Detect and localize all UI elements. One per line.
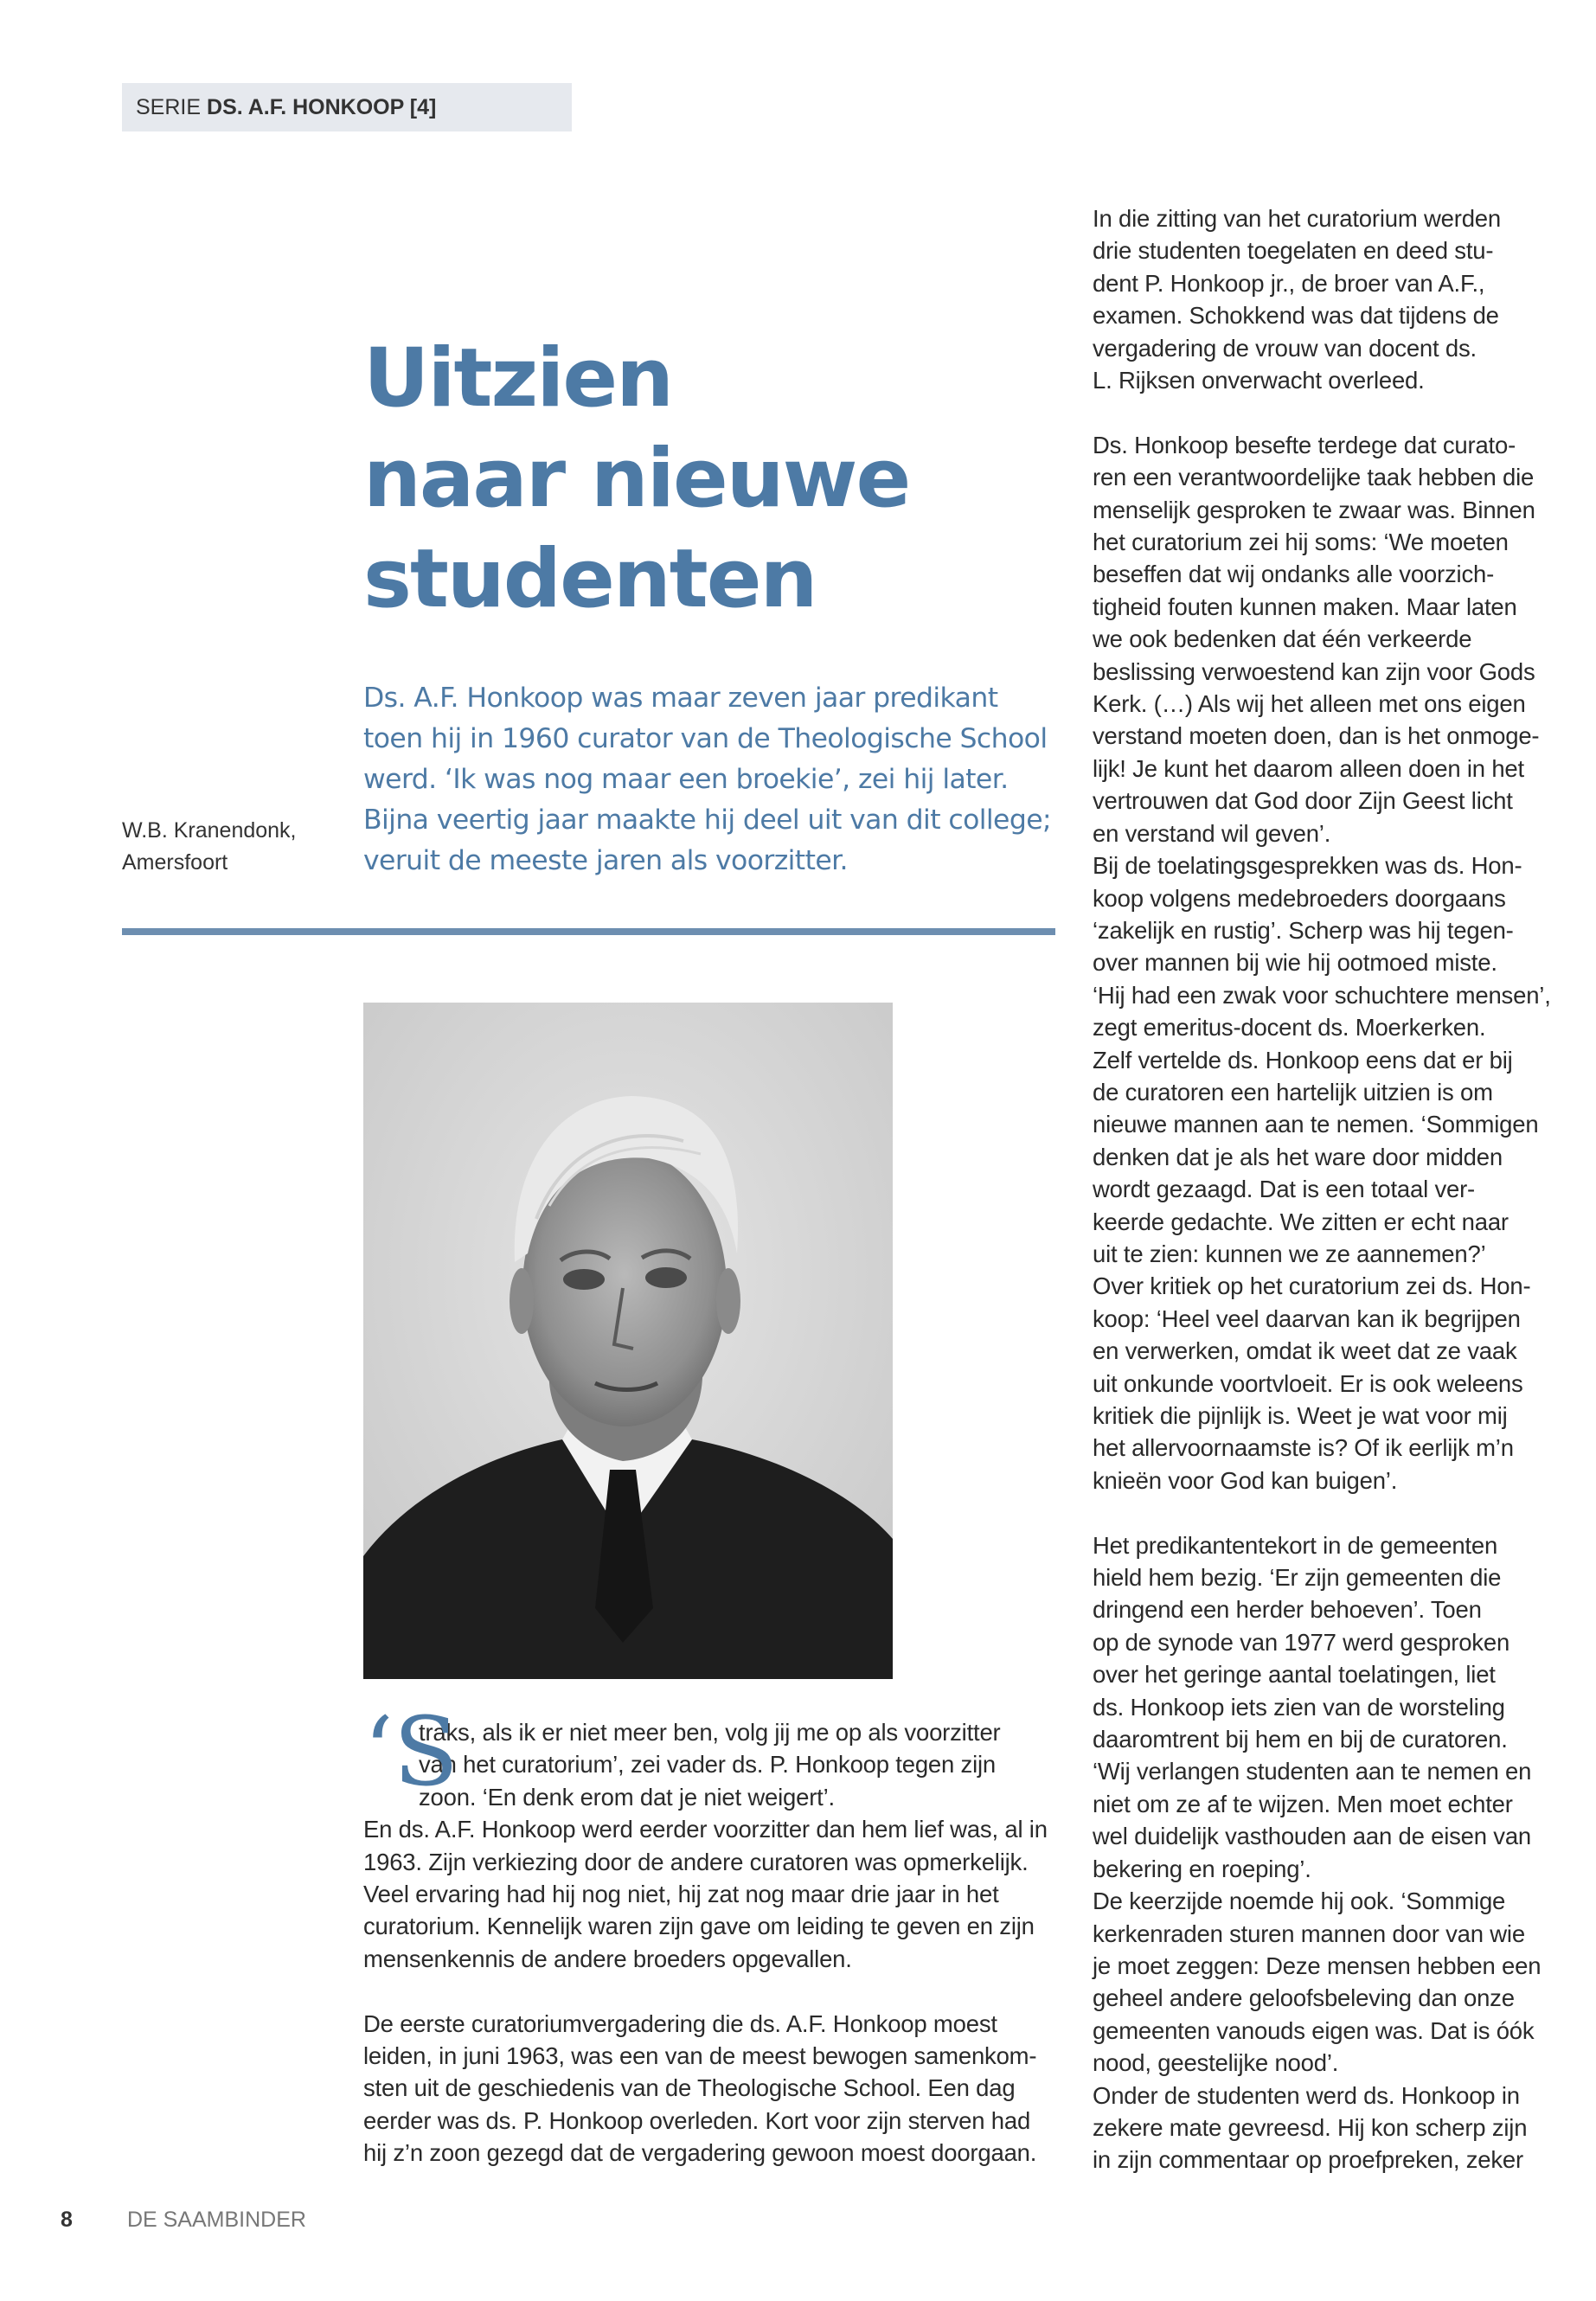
text-line: zegt emeritus-docent ds. Moerkerken. <box>1093 1014 1486 1042</box>
paragraph <box>1093 202 1560 396</box>
magazine-name: DE SAAMBINDER <box>126 2208 306 2232</box>
text-line: ‘zakelijk en rustig’. Scherp was hij tegen- <box>1093 916 1514 944</box>
text-line: denken dat je als het ware door midden <box>1093 1143 1503 1170</box>
text-line: Over kritiek op het curatorium zei ds. Hon- <box>1093 1272 1531 1300</box>
series-prefix: SERIE <box>136 94 202 119</box>
text-line: je moet zeggen: Deze mensen hebben een <box>1093 1952 1542 1979</box>
text-line: keerde gedachte. We zitten er echt naar <box>1093 1208 1509 1235</box>
text-line: koop volgens medebroeders doorgaans <box>1093 884 1506 912</box>
text-line: geheel andere geloofsbeleving dan onze <box>1093 1984 1515 2012</box>
portrait-photo <box>363 1003 893 1679</box>
text-line: drie studenten toegelaten en deed stu- <box>1093 237 1494 265</box>
text-line: we ook bedenken dat één verkeerde <box>1093 625 1472 653</box>
text-line: Veel ervaring had hij nog niet, hij zat nog maar drie jaar in het <box>363 1881 999 1908</box>
text-line: het allervoornaamste is? Of ik eerlijk m’n <box>1093 1434 1514 1462</box>
middle-column <box>363 1696 1055 2170</box>
text-line: leiden, in juni 1963, was een van de meest bewogen samenkom- <box>363 2042 1037 2070</box>
text-line: gemeenten vanouds eigen was. Dat is óók <box>1093 2016 1535 2044</box>
title-line: Uitzien <box>363 331 673 426</box>
text-line: verstand moeten doen, dan is het onmoge- <box>1093 722 1540 750</box>
text-line: L. Rijksen onverwacht overleed. <box>1093 367 1425 394</box>
text-line: kerkenraden sturen mannen door van wie <box>1093 1920 1525 1947</box>
text-line: hij z’n zoon gezegd dat de vergadering gewoon moest doorgaan. <box>363 2139 1037 2167</box>
text-line: 1963. Zijn verkiezing door de andere curatoren was opmerkelijk. <box>363 1848 1029 1875</box>
text-line: Zelf vertelde ds. Honkoop eens dat er bij <box>1093 1046 1513 1074</box>
text-line: dent P. Honkoop jr., de broer van A.F., <box>1093 269 1485 297</box>
portrait-illustration <box>363 1003 893 1679</box>
text-line: ‘Wij verlangen studenten aan te nemen en <box>1093 1758 1532 1785</box>
text-line: Bij de toelatingsgesprekken was ds. Hon- <box>1093 852 1522 880</box>
paragraph <box>363 2008 1055 2170</box>
text-line: De keerzijde noemde hij ook. ‘Sommige <box>1093 1888 1506 1915</box>
text-line: nieuwe mannen aan te nemen. ‘Sommigen <box>1093 1111 1539 1138</box>
text-line: hield hem bezig. ‘Er zijn gemeenten die <box>1093 1564 1502 1592</box>
text-line: Onder de studenten werd ds. Honkoop in <box>1093 2081 1520 2109</box>
text-line: De eerste curatoriumvergadering die ds. A.F. Honkoop moest <box>363 2009 997 2037</box>
paragraph <box>1093 429 1560 1497</box>
page-footer <box>61 2208 493 2233</box>
text-line: menselijk gesproken te zwaar was. Binnen <box>1093 496 1535 523</box>
series-title: DS. A.F. HONKOOP [4] <box>207 94 437 119</box>
title-line: studenten <box>363 532 817 626</box>
page-number: 8 <box>61 2208 73 2232</box>
text-line: En ds. A.F. Honkoop werd eerder voorzitter dan hem lief was, al in <box>363 1816 1048 1843</box>
text-line: mensenkennis de andere broeders opgevallen. <box>363 1945 852 1972</box>
text-line: niet om ze af te wijzen. Men moet echter <box>1093 1790 1513 1817</box>
text-line: zoon. ‘En denk erom dat je niet weigert’. <box>419 1783 835 1811</box>
text-line: Het predikantentekort in de gemeenten <box>1093 1531 1498 1559</box>
opening-paragraph <box>363 1696 1055 1975</box>
text-line: uit onkunde voortvloeit. Er is ook weleens <box>1093 1369 1523 1397</box>
text-line: in zijn commentaar op proefpreken, zeker <box>1093 2146 1523 2174</box>
right-column <box>1093 202 1560 2176</box>
paragraph <box>1093 1529 1560 2176</box>
text-line: uit te zien: kunnen we ze aannemen?’ <box>1093 1240 1486 1267</box>
text-line: examen. Schokkend was dat tijdens de <box>1093 302 1499 330</box>
text-line: en verstand wil geven’. <box>1093 819 1331 847</box>
text-line: knieën voor God kan buigen’. <box>1093 1466 1398 1494</box>
text-line: en verwerken, omdat ik weet dat ze vaak <box>1093 1337 1517 1365</box>
text-line: wel duidelijk vasthouden aan de eisen van <box>1093 1823 1532 1850</box>
title-line: naar nieuwe <box>363 432 910 526</box>
text-line: Ds. Honkoop besefte terdege dat curato- <box>1093 431 1516 458</box>
text-line: beseffen dat wij ondanks alle voorzich- <box>1093 561 1495 588</box>
text-line: wordt gezaagd. Dat is een totaal ver- <box>1093 1176 1476 1203</box>
author-location: Amersfoort <box>122 850 228 875</box>
byline <box>122 815 321 879</box>
text-line: koop: ‘Heel veel daarvan kan ik begrijpen <box>1093 1304 1521 1332</box>
text-line: beslissing verwoestend kan zijn voor Gods <box>1093 657 1535 685</box>
text-line: op de synode van 1977 werd gesproken <box>1093 1628 1510 1656</box>
author-name: W.B. Kranendonk, <box>122 818 297 843</box>
text-line: ren een verantwoordelijke taak hebben die <box>1093 464 1535 491</box>
text-line: over het geringe aantal toelatingen, liet <box>1093 1661 1496 1689</box>
text-line: de curatoren een hartelijk uitzien is om <box>1093 1078 1493 1106</box>
text-line: bekering en roeping’. <box>1093 1855 1311 1882</box>
text-line: ‘Hij had een zwak voor schuchtere mensen’, <box>1093 981 1551 1009</box>
text-line: van het curatorium’, zei vader ds. P. Honkoop tegen zijn <box>419 1751 997 1779</box>
text-line: het curatorium zei hij soms: ‘We moeten <box>1093 529 1509 556</box>
text-line: kritiek die pijnlijk is. Weet je wat voor mij <box>1093 1402 1508 1430</box>
text-line: tigheid fouten kunnen maken. Maar laten <box>1093 593 1517 620</box>
article-title <box>363 329 1055 630</box>
divider-rule <box>122 928 1055 935</box>
text-line: daaromtrent bij hem en bij de curatoren. <box>1093 1726 1508 1753</box>
text-line: zekere mate gevreesd. Hij kon scherp zijn <box>1093 2113 1528 2141</box>
dropcap: ‘S <box>363 1696 458 1807</box>
text-line: eerder was ds. P. Honkoop overleden. Kort voor zijn sterven had <box>363 2106 1031 2134</box>
text-line: vertrouwen dat God door Zijn Geest licht <box>1093 787 1513 815</box>
series-tab <box>122 83 572 131</box>
text-line: sten uit de geschiedenis van de Theologische School. Een dag <box>363 2074 1016 2102</box>
text-line: Kerk. (…) Als wij het alleen met ons eigen <box>1093 690 1526 718</box>
text-line: vergadering de vrouw van docent ds. <box>1093 334 1477 362</box>
intro-lead: Ds. A.F. Honkoop was maar zeven jaar predikant toen hij in 1960 curator van de Theologische School werd. ‘Ik was nog maar een broekie’, zei hij later. Bijna veertig jaar maakte hij deel uit van dit college; veruit de meeste jaren als voorzitter. <box>363 683 1052 876</box>
text-line: In die zitting van het curatorium werden <box>1093 205 1501 232</box>
text-line: dringend een herder behoeven’. Toen <box>1093 1596 1482 1624</box>
text-line: over mannen bij wie hij ootmoed miste. <box>1093 949 1497 977</box>
text-line: ds. Honkoop iets zien van de worsteling <box>1093 1693 1505 1721</box>
text-line: nood, geestelijke nood’. <box>1093 2049 1339 2077</box>
text-line: curatorium. Kennelijk waren zijn gave om leiding te geven en zijn <box>363 1913 1035 1940</box>
text-line: lijk! Je kunt het daarom alleen doen in het <box>1093 754 1524 782</box>
text-line: traks, als ik er niet meer ben, volg jij me op als voorzitter <box>419 1719 1001 1746</box>
